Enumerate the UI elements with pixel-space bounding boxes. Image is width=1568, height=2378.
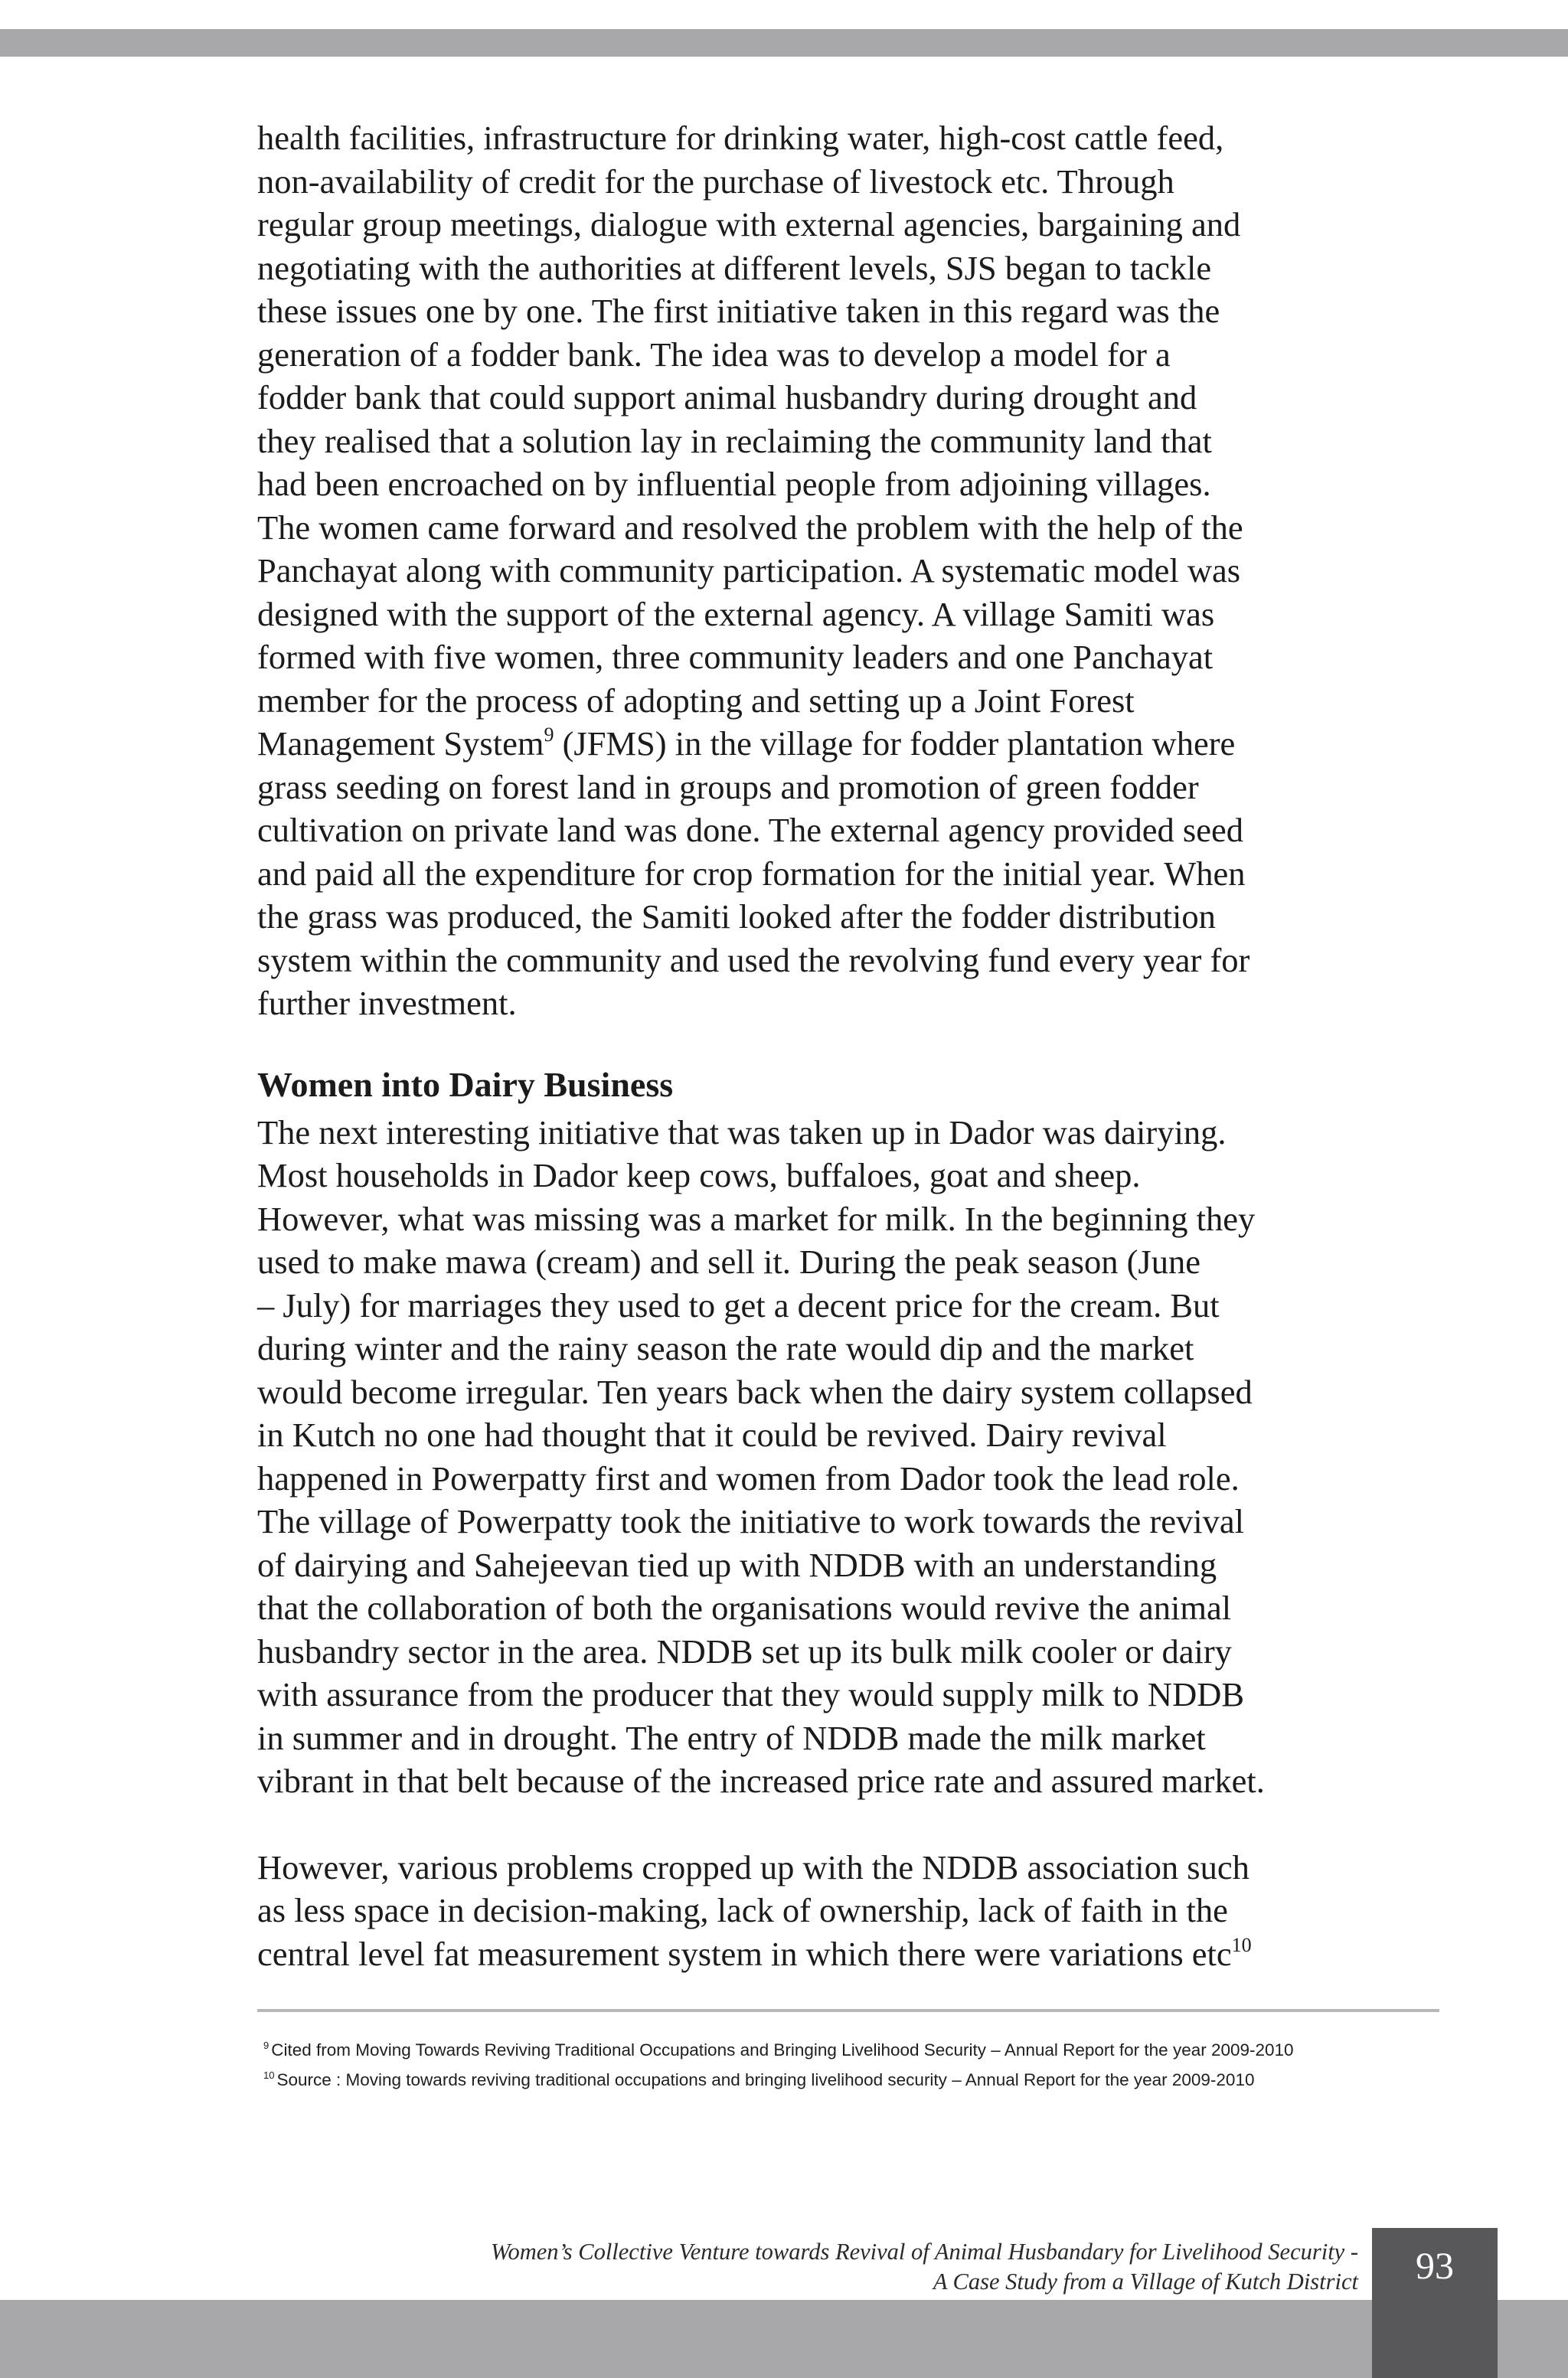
running-footer-line: A Case Study from a Village of Kutch District — [933, 2269, 1358, 2295]
footnote-marker: 9 — [263, 2040, 270, 2051]
footnote — [263, 2063, 1455, 2093]
paragraph-text: However, various problems cropped up with the NDDB association such as less space in decision-making, lack of ownership, lack of faith in the central level fat measurement system in which there were variations etc — [257, 1847, 1250, 1973]
footnote-divider — [257, 2009, 1439, 2012]
footnote — [263, 2033, 1455, 2063]
footnote-reference: 10 — [1231, 1933, 1252, 1956]
paragraph: The next interesting initiative that was taken up in Dador was dairying. Most households in Dador keep cows, buffaloes, goat and sheep. However, what was missing was a market for milk. In the beginning they used to make mawa (cream) and sell it. During the peak season (June – July) for marriages they used to get a decent price for the cream. But during winter and the rainy season the rate would dip and the market would become irregular. Ten years back when the dairy system collapsed in Kutch no one had thought that it could be revived. Dairy revival happened in Powerpatty first and women from Dador took the lead role. The village of Powerpatty took the initiative to work towards the revival of dairying and Sahejeevan tied up with NDDB with an understanding that the collaboration of both the organisations would revive the animal husbandry sector in the area. NDDB set up its bulk milk cooler or dairy with assurance from the producer that they would supply milk to NDDB in summer and in drought. The entry of NDDB made the milk market vibrant in that belt because of the increased price rate and assured market. — [257, 1112, 1265, 1800]
paragraph — [257, 116, 1452, 1025]
paragraph-text: health facilities, infrastructure for drinking water, high-cost cattle feed, non-availability of credit for the purchase of livestock etc. Through regular group meetings, dialogue with external agencies, bargaining and negotiating with the authorities at different levels, SJS began to tackle these issues one by one. The first initiative taken in this regard was the generation of a fodder bank. The idea was to develop a model for a fodder bank that could support animal husbandry during drought and they realised that a solution lay in reclaiming the community land that had been encroached on by influential people from adjoining villages. The women came forward and resolved the problem with the help of the Panchayat along with community participation. A systematic model was designed with the support of the external agency. A village Samiti was formed with five women, three community leaders and one Panchayat member for the process of adopting and setting up a Joint Forest Management System — [257, 119, 1243, 763]
page-number: 93 — [1372, 2228, 1498, 2378]
running-footer — [491, 2237, 1358, 2297]
footnote-reference: 9 — [544, 724, 554, 746]
footnote-marker: 10 — [263, 2069, 275, 2081]
footnote-text: Source : Moving towards reviving traditional occupations and bringing livelihood security – Annual Report for the year 2009-2010 — [276, 2069, 1255, 2089]
body-text — [257, 116, 1452, 1975]
paragraph-text: (JFMS) in the village for fodder plantation where grass seeding on forest land in groups and promotion of green fodder cultivation on private land was done. The external agency provided seed and paid all the expenditure for crop formation for the initial year. When the grass was produced, the Samiti looked after the fodder distribution system within the community and used the revolving fund every year for further investment. — [257, 724, 1250, 1022]
footnotes — [263, 2033, 1455, 2092]
header-bar — [0, 29, 1568, 57]
paragraph — [257, 1846, 1452, 1976]
footer-bar — [0, 2300, 1568, 2378]
section-heading: Women into Dairy Business — [257, 1064, 674, 1104]
running-footer-line: Women’s Collective Venture towards Revival of Animal Husbandary for Livelihood Security - — [490, 2239, 1358, 2265]
footnote-text: Cited from Moving Towards Reviving Traditional Occupations and Bringing Livelihood Security – Annual Report for the year 2009-2010 — [271, 2040, 1294, 2060]
